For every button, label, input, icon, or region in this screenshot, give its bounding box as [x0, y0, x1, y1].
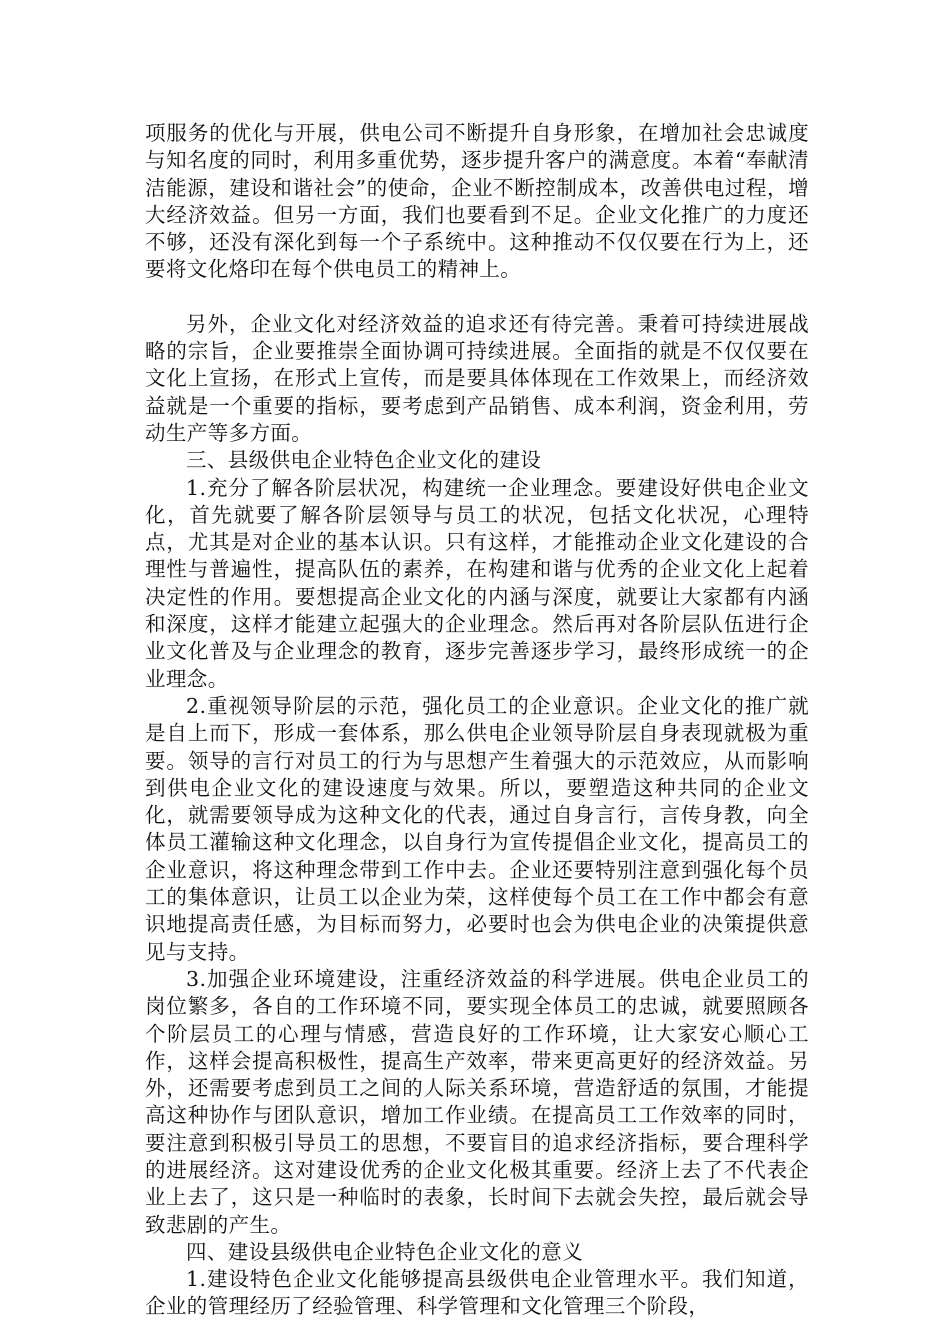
paragraph-intro-continuation: 项服务的优化与开展，供电公司不断提升自身形象，在增加社会忠诚度与知名度的同时，利用多重优势，逐步提升客户的满意度。本着“奉献清洁能源，建设和谐社会”的使命，企业不断控制成本，改善供电过程，增大经济效益。但另一方面，我们也要看到不足。企业文化推广的力度还不够，还没有深化到每一个子系统中。这种推动不仅仅要在行为上，还要将文化烙印在每个供电员工的精神上。 — [145, 121, 809, 282]
paragraph-point-1: 1.充分了解各阶层状况，构建统一企业理念。要建设好供电企业文化，首先就要了解各阶层领导与员工的状况，包括文化状况，心理特点，尤其是对企业的基本认识。只有这样，才能推动企业文化建设的合理性与普遍性，提高队伍的素养，在构建和谐与优秀的企业文化上起着决定性的作用。要想提高企业文化的内涵与深度，就要让大家都有内涵和深度，这样才能建立起强大的企业理念。然后再对各阶层队伍进行企业文化普及与企业理念的教育，逐步完善逐步学习，最终形成统一的企业理念。 — [145, 475, 809, 691]
paragraph-significance-1: 1.建设特色企业文化能够提高县级供电企业管理水平。我们知道，企业的管理经历了经验管理、科学管理和文化管理三个阶段， — [145, 1267, 809, 1319]
paragraph-point-3: 3.加强企业环境建设，注重经济效益的科学进展。供电企业员工的岗位繁多，各自的工作环境不同，要实现全体员工的忠诚，就要照顾各个阶层员工的心理与情感，营造良好的工作环境，让大家安心顺心工作，这样会提高积极性，提高生产效率，带来更高更好的经济效益。另外，还需要考虑到员工之间的人际关系环境，营造舒适的氛围，才能提高这种协作与团队意识，增加工作业绩。在提高员工工作效率的同时，要注意到积极引导员工的思想，不要盲目的追求经济指标，要合理科学的进展经济。这对建设优秀的企业文化极其重要。经济上去了不代表企业上去了，这只是一种临时的表象，长时间下去就会失控，最后就会导致悲剧的产生。 — [145, 966, 809, 1237]
paragraph-economic-efficiency: 另外，企业文化对经济效益的追求还有待完善。秉着可持续进展战略的宗旨，企业要推崇全面协调可持续进展。全面指的就是不仅仅要在文化上宣扬，在形式上宣传，而是要具体体现在工作效果上，而经济效益就是一个重要的指标，要考虑到产品销售、成本利润，资金利用，劳动生产等多方面。 — [145, 311, 809, 445]
paragraph-gap — [145, 284, 809, 311]
section-heading-three: 三、县级供电企业特色企业文化的建设 — [186, 448, 542, 473]
document-body — [145, 120, 809, 1321]
paragraph-point-2: 2.重视领导阶层的示范，强化员工的企业意识。企业文化的推广就是自上而下，形成一套体系，那么供电企业领导阶层自身表现就极为重要。领导的言行对员工的行为与思想产生着强大的示范效应，从而影响到供电企业文化的建设速度与效果。所以，要塑造这种共同的企业文化，就需要领导成为这种文化的代表，通过自身言行，言传身教，向全体员工灌输这种文化理念，以自身行为宣传提倡企业文化，提高员工的企业意识，将这种理念带到工作中去。企业还要特别注意到强化每个员工的集体意识，让员工以企业为荣，这样使每个员工在工作中都会有意识地提高责任感，为目标而努力，必要时也会为供电企业的决策提供意见与支持。 — [145, 693, 809, 964]
section-heading-four: 四、建设县级供电企业特色企业文化的意义 — [186, 1239, 584, 1264]
